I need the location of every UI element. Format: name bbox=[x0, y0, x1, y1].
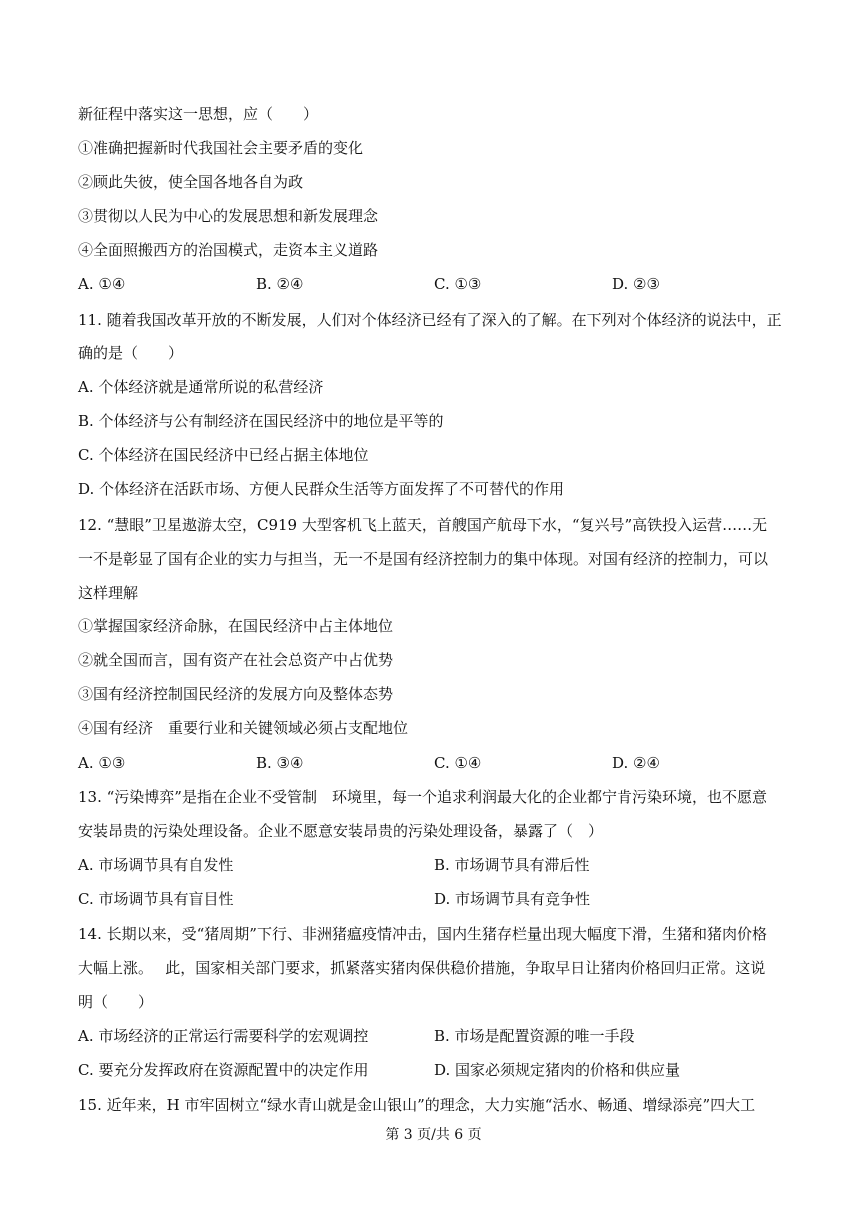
q14-choice-d: D. 国家必须规定猪肉的价格和供应量 bbox=[434, 1061, 681, 1079]
q10-item-3: ③贯彻以人民为中心的发展思想和新发展理念 bbox=[78, 207, 379, 225]
q12-item-2: ②就全国而言，国有资产在社会总资产中占优势 bbox=[78, 651, 394, 669]
q14-stem-line-2: 大幅上涨。 此，国家相关部门要求，抓紧落实猪肉保供稳价措施，争取早日让猪肉价格回归正常。这说 bbox=[78, 959, 766, 977]
q12-item-4: ④国有经济 重要行业和关键领域必须占支配地位 bbox=[78, 719, 409, 737]
q13-choice-b: B. 市场调节具有滞后性 bbox=[434, 856, 590, 874]
q14-stem-line-3: 明（ ） bbox=[78, 993, 154, 1011]
q10-choice-d: D. ②③ bbox=[612, 275, 660, 293]
q13-choice-d: D. 市场调节具有竞争性 bbox=[434, 890, 591, 908]
q10-choice-b: B. ②④ bbox=[256, 275, 304, 293]
page-number: 第 3 页/共 6 页 bbox=[385, 1127, 482, 1143]
q14-choice-b: B. 市场是配置资源的唯一手段 bbox=[434, 1027, 635, 1045]
q13-stem-line-1: 13. “污染博弈”是指在企业不受管制 环境里，每一个追求利润最大化的企业都宁肯污染环境，也不愿意 bbox=[78, 788, 767, 806]
q10-item-4: ④全面照搬西方的治国模式，走资本主义道路 bbox=[78, 241, 379, 259]
q11-choice-d: D. 个体经济在活跃市场、方便人民群众生活等方面发挥了不可替代的作用 bbox=[78, 480, 565, 498]
q12-item-1: ①掌握国家经济命脉，在国民经济中占主体地位 bbox=[78, 617, 394, 635]
q13-stem-line-2: 安装昂贵的污染处理设备。企业不愿意安装昂贵的污染处理设备，暴露了（ ） bbox=[78, 822, 604, 840]
q11-choice-a: A. 个体经济就是通常所说的私营经济 bbox=[78, 378, 324, 396]
q11-choice-b: B. 个体经济与公有制经济在国民经济中的地位是平等的 bbox=[78, 412, 444, 430]
q12-stem-line-3: 这样理解 bbox=[78, 584, 139, 602]
q11-choice-c: C. 个体经济在国民经济中已经占据主体地位 bbox=[78, 446, 369, 464]
q14-choice-c: C. 要充分发挥政府在资源配置中的决定作用 bbox=[78, 1061, 369, 1079]
q14-choice-a: A. 市场经济的正常运行需要科学的宏观调控 bbox=[78, 1027, 369, 1045]
q12-choice-a: A. ①③ bbox=[78, 754, 126, 772]
q11-stem-line-2: 确的是（ ） bbox=[78, 344, 184, 362]
q10-item-1: ①准确把握新时代我国社会主要矛盾的变化 bbox=[78, 139, 364, 157]
q12-stem-line-2: 一不是彰显了国有企业的实力与担当，无一不是国有经济控制力的集中体现。对国有经济的控制力，可以 bbox=[78, 550, 769, 568]
q10-item-2: ②顾此失彼，使全国各地各自为政 bbox=[78, 173, 304, 191]
q13-choice-c: C. 市场调节具有盲目性 bbox=[78, 890, 234, 908]
q13-choice-a: A. 市场调节具有自发性 bbox=[78, 856, 234, 874]
q10-choice-a: A. ①④ bbox=[78, 275, 126, 293]
q10-choice-c: C. ①③ bbox=[434, 275, 482, 293]
q12-choice-c: C. ①④ bbox=[434, 754, 482, 772]
q12-choice-d: D. ②④ bbox=[612, 754, 660, 772]
q10-stem: 新征程中落实这一思想，应（ ） bbox=[78, 105, 319, 123]
q14-stem-line-1: 14. 长期以来，受“猪周期”下行、非洲猪瘟疫情冲击，国内生猪存栏量出现大幅度下滑，生猪和猪肉价格 bbox=[78, 925, 767, 943]
q11-stem-line-1: 11. 随着我国改革开放的不断发展，人们对个体经济已经有了深入的了解。在下列对个体经济的说法中，正 bbox=[78, 311, 782, 329]
q12-stem-line-1: 12. “慧眼”卫星遨游太空，C919 大型客机飞上蓝天，首艘国产航母下水，“复兴号”高铁投入运营……无 bbox=[78, 516, 768, 534]
q12-item-3: ③国有经济控制国民经济的发展方向及整体态势 bbox=[78, 685, 394, 703]
q12-choice-b: B. ③④ bbox=[256, 754, 304, 772]
q15-stem-line-1: 15. 近年来，H 市牢固树立“绿水青山就是金山银山”的理念，大力实施“活水、畅通、增绿添亮”四大工 bbox=[78, 1096, 756, 1114]
